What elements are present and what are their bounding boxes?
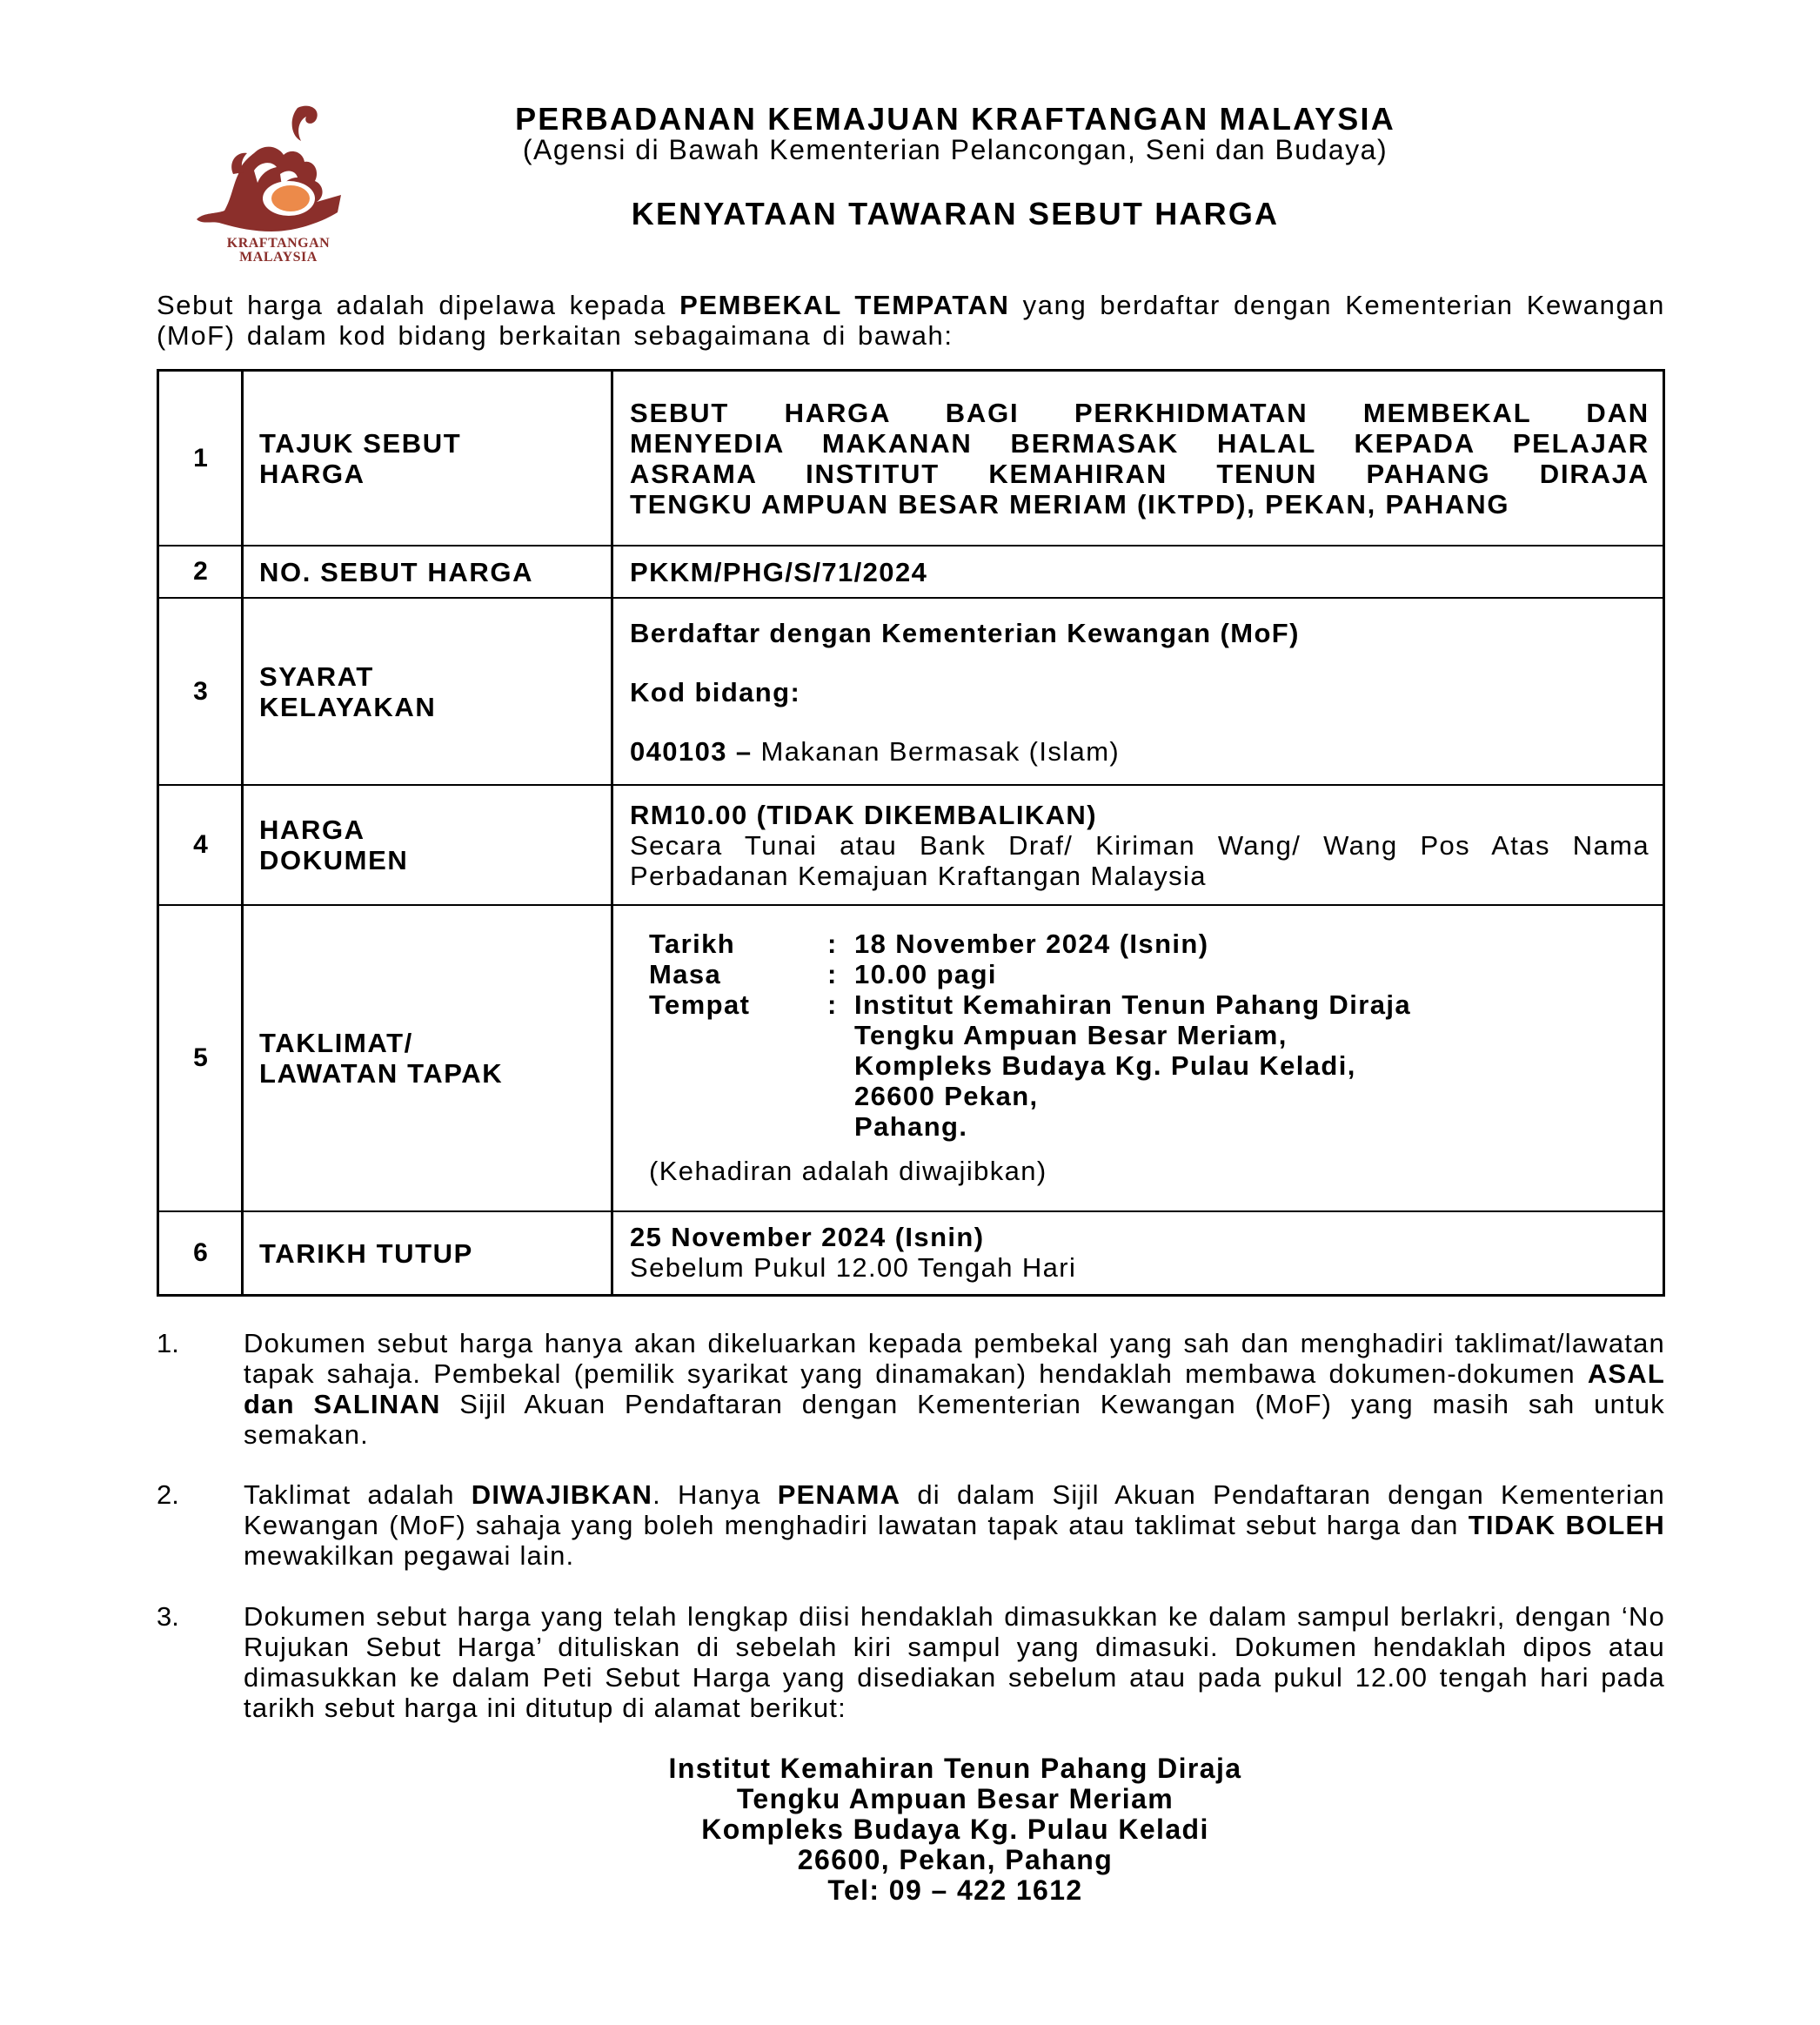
quotation-title-line: SEBUT HARGA BAGI PERKHIDMATAN MEMBEKAL DAN	[630, 397, 1649, 428]
eligibility-requirement: Berdaftar dengan Kementerian Kewangan (MoF)	[630, 618, 1300, 648]
row-label: NO. SEBUT HARGA	[259, 556, 534, 587]
row-label-line: LAWATAN TAPAK	[259, 1058, 504, 1089]
address-line: 26600 Pekan,	[854, 1081, 1039, 1111]
field-value: 10.00 pagi	[854, 959, 997, 989]
payment-payee: Perbadanan Kemajuan Kraftangan Malaysia	[630, 861, 1207, 891]
note-text	[244, 1479, 1665, 1571]
logo-text-line1: KRAFTANGAN	[226, 236, 331, 251]
note-number: 2.	[157, 1479, 179, 1510]
field-separator: :	[827, 929, 838, 959]
row-label-line: HARGA	[259, 815, 365, 845]
briefing-field-date	[649, 929, 1649, 959]
document-price: RM10.00 (TIDAK DIKEMBALIKAN)	[630, 800, 1097, 830]
briefing-address-continuation	[854, 1020, 1649, 1142]
row-label-line: SYARAT	[259, 660, 374, 692]
row-label-line: HARGA	[259, 458, 365, 489]
field-separator: :	[827, 989, 838, 1020]
briefing-field-time	[649, 959, 1649, 989]
note-number: 3.	[157, 1601, 179, 1632]
note-text-part: di dalam Sijil Akuan Pendaftaran dengan Kementerian Kewangan (MoF) sahaja yang boleh menghadiri lawatan tapak atau taklimat sebut harga dan	[244, 1479, 1665, 1540]
quotation-number: PKKM/PHG/S/71/2024	[630, 556, 928, 587]
organization-name: PERBADANAN KEMAJUAN KRAFTANGAN MALAYSIA	[515, 101, 1395, 137]
phone-number: Tel: 09 – 422 1612	[827, 1874, 1083, 1906]
note-text-part: Dokumen sebut harga hanya akan dikeluarkan kepada pembekal yang sah dan menghadiri taklimat/lawatan tapak sahaja. Pembekal (pemilik syarikat yang dinamakan) hendaklah membawa dokumen-dokumen	[244, 1328, 1665, 1389]
quotation-title-line: ASRAMA INSTITUT KEMAHIRAN TENUN PAHANG DIRAJA	[630, 458, 1649, 489]
table-border	[157, 1294, 1665, 1297]
row-label-line: TAJUK SEBUT	[259, 427, 462, 459]
note-text-part: mewakilkan pegawai lain.	[244, 1540, 575, 1571]
quotation-title-line: MENYEDIA MAKANAN BERMASAK HALAL KEPADA PELAJAR	[630, 427, 1649, 459]
note-item	[157, 1601, 1665, 1723]
row-label	[259, 599, 607, 784]
table-border	[611, 369, 613, 1297]
note-text-part: Sijil Akuan Pendaftaran dengan Kementerian Kewangan (MoF) yang masih sah untuk semakan.	[244, 1389, 1665, 1450]
field-key: Tarikh	[649, 929, 736, 959]
address-line: Tengku Ampuan Besar Meriam,	[854, 1020, 1288, 1050]
row-label-line: DOKUMEN	[259, 845, 409, 875]
intro-text-after: yang berdaftar dengan Kementerian Kewangan (MoF) dalam kod bidang berkaitan sebagaimana di bawah:	[157, 290, 1666, 351]
row-number: 3	[193, 676, 208, 706]
note-text-bold: ASAL dan SALINAN	[244, 1358, 1665, 1419]
kraftangan-logo-icon	[193, 101, 364, 266]
address-line: Tengku Ampuan Besar Meriam	[736, 1783, 1174, 1814]
address-line: Kompleks Budaya Kg. Pulau Keladi	[701, 1814, 1209, 1845]
row-label	[259, 906, 607, 1210]
note-text	[244, 1328, 1665, 1450]
row-label	[259, 786, 607, 904]
intro-bold-suppliers: PEMBEKAL TEMPATAN	[679, 290, 1010, 320]
field-code-line	[630, 736, 1649, 767]
note-text-part: . Hanya	[652, 1479, 778, 1510]
note-text: Dokumen sebut harga yang telah lengkap diisi hendaklah dimasukkan ke dalam sampul berlakri, dengan ‘No Rujukan Sebut Harga’ dituliskan di sebelah kiri sampul yang dimasuki. Dokumen hendaklah dipos atau dimasukkan ke dalam Peti Sebut Harga yang disediakan sebelum atau pada pukul 12.00 tengah hari pada tarikh sebut harga ini ditutup di alamat berikut:	[244, 1601, 1665, 1723]
row-number: 2	[193, 557, 208, 586]
row-label-line: KELAYAKAN	[259, 691, 437, 722]
address-line: 26600, Pekan, Pahang	[797, 1844, 1114, 1875]
table-border	[1663, 369, 1665, 1297]
note-item	[157, 1479, 1665, 1571]
briefing-field-place	[649, 989, 1649, 1020]
intro-text-before: Sebut harga adalah dipelawa kepada	[157, 290, 680, 320]
address-line: Pahang.	[854, 1111, 968, 1142]
quotation-details-table	[157, 369, 1665, 1297]
row-number: 5	[193, 1043, 208, 1072]
field-code: 040103	[630, 736, 727, 767]
field-value: Institut Kemahiran Tenun Pahang Diraja	[854, 989, 1411, 1020]
row-label: TARIKH TUTUP	[259, 1237, 473, 1269]
row-label-line: TAKLIMAT/	[259, 1028, 413, 1058]
quotation-title-line: TENGKU AMPUAN BESAR MERIAM (IKTPD), PEKAN, PAHANG	[630, 488, 1510, 520]
note-item	[157, 1328, 1665, 1450]
quotation-title	[630, 372, 1649, 545]
field-key: Tempat	[649, 989, 751, 1020]
field-value: 18 November 2024 (Isnin)	[854, 929, 1209, 959]
document-price-details	[630, 800, 1649, 891]
field-code-description: Makanan Bermasak (Islam)	[760, 736, 1121, 767]
logo-text-line2: MALAYSIA	[239, 250, 318, 265]
row-label	[259, 372, 607, 545]
submission-address	[481, 1753, 1429, 1906]
field-code-heading: Kod bidang:	[630, 677, 801, 707]
field-separator: :	[827, 959, 838, 989]
address-line: Kompleks Budaya Kg. Pulau Keladi,	[854, 1050, 1356, 1081]
document-title: KENYATAAN TAWARAN SEBUT HARGA	[631, 196, 1280, 231]
address-line: Institut Kemahiran Tenun Pahang Diraja	[668, 1753, 1242, 1784]
note-text-bold: DIWAJIBKAN	[471, 1479, 653, 1510]
row-number: 1	[193, 443, 208, 473]
row-number: 4	[193, 830, 208, 859]
note-text-part: Taklimat adalah	[244, 1479, 472, 1510]
agency-subtitle: (Agensi di Bawah Kementerian Pelancongan, Seni dan Budaya)	[522, 134, 1388, 165]
note-text-bold: TIDAK BOLEH	[1468, 1510, 1665, 1540]
field-code-separator: –	[726, 736, 761, 767]
attendance-note: (Kehadiran adalah diwajibkan)	[649, 1156, 1047, 1186]
briefing-details	[649, 929, 1649, 1186]
eligibility-details	[630, 618, 1649, 767]
field-key: Masa	[649, 959, 722, 989]
note-text-bold: PENAMA	[777, 1479, 901, 1510]
row-number: 6	[193, 1238, 208, 1267]
closing-time: Sebelum Pukul 12.00 Tengah Hari	[630, 1252, 1077, 1283]
intro-paragraph	[157, 290, 1665, 351]
payment-method: Secara Tunai atau Bank Draf/ Kiriman Wang/ Wang Pos Atas Nama	[630, 830, 1649, 861]
closing-details	[630, 1222, 1649, 1283]
closing-date: 25 November 2024 (Isnin)	[630, 1222, 985, 1252]
note-number: 1.	[157, 1328, 179, 1358]
